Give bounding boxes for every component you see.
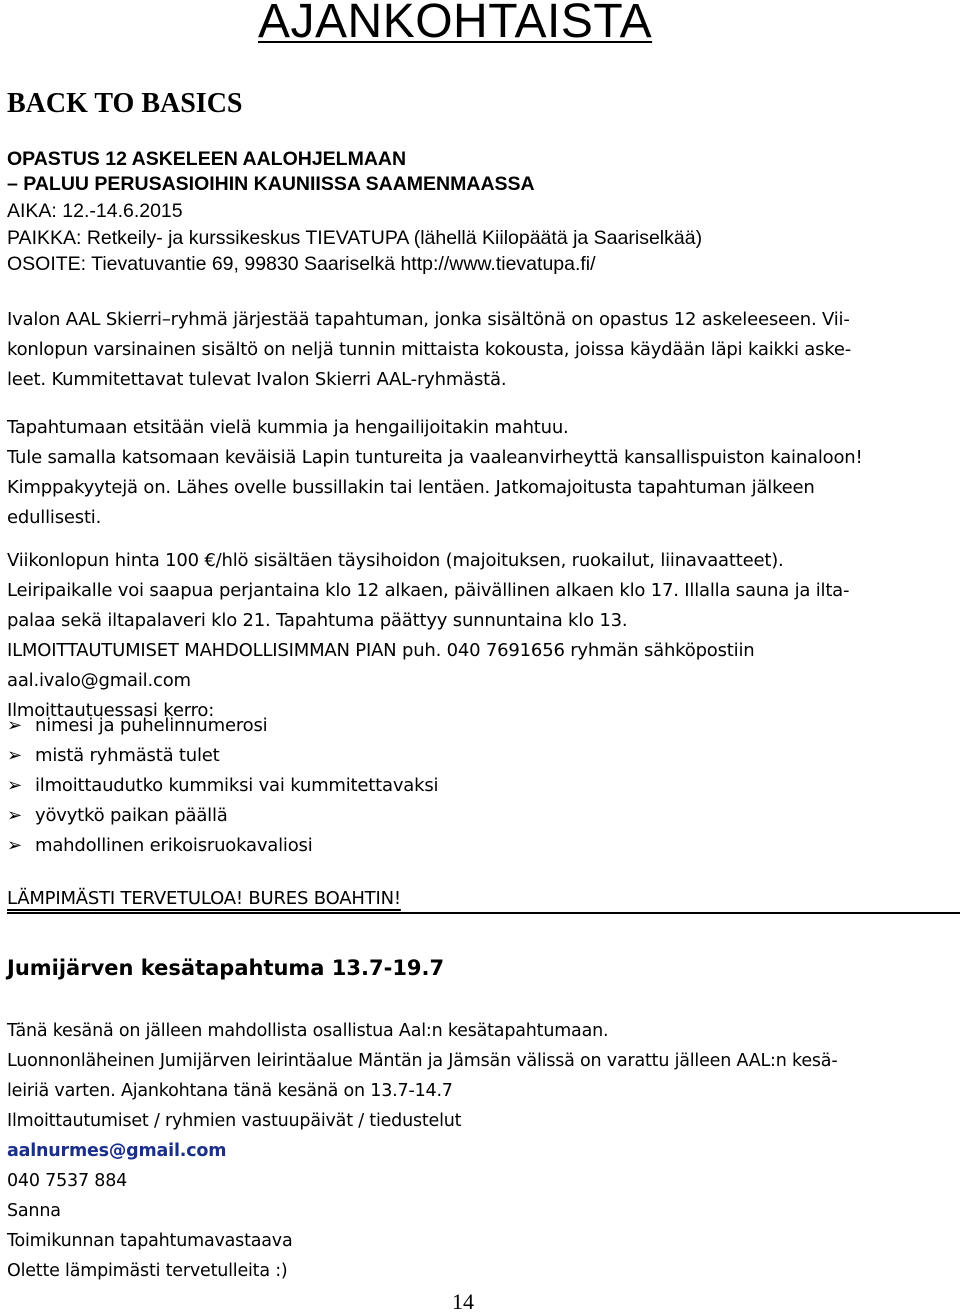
text-line: leet. Kummitettavat tulevat Ivalon Skierri AAL-ryhmästä. — [7, 369, 507, 390]
text-line: Tule samalla katsomaan keväisiä Lapin tuntureita ja vaaleanvirheyttä kansallispuiston kainaloon! — [7, 447, 863, 468]
divider — [7, 912, 960, 914]
paragraph-summer-event — [7, 1016, 837, 1286]
text-line: Tapahtumaan etsitään vielä kummia ja hengailijoitakin mahtuu. — [7, 417, 569, 438]
contact-name: Sanna — [7, 1201, 61, 1221]
text-line: Ilmoittautuessasi kerro: — [7, 700, 215, 721]
event-subtitle-1: OPASTUS 12 ASKELEEN AALOHJELMAAN — [7, 148, 407, 170]
arrow-bullet-icon: ➢ — [7, 775, 22, 796]
contact-phone: 040 7537 884 — [7, 1171, 128, 1191]
closing-line: Olette lämpimästi tervetulleita :) — [7, 1261, 288, 1281]
list-item: ➢ mistä ryhmästä tulet — [7, 741, 438, 771]
bullet-list — [7, 711, 438, 861]
text-line: Viikonlopun hinta 100 €/hlö sisältäen täysihoidon (majoituksen, ruokailut, liinavaatteet). — [7, 550, 784, 571]
welcome-line: LÄMPIMÄSTI TERVETULOA! BURES BOAHTIN! — [7, 888, 401, 909]
list-item: ➢ yövytkö paikan päällä — [7, 801, 438, 831]
arrow-bullet-icon: ➢ — [7, 835, 22, 856]
text-line: Leiripaikalle voi saapua perjantaina klo 12 alkaen, päivällinen alkaen klo 17. Illalla sauna ja ilta- — [7, 580, 850, 601]
text-line: Tänä kesänä on jälleen mahdollista osallistua Aal:n kesätapahtumaan. — [7, 1021, 609, 1041]
event-address: OSOITE: Tievatuvantie 69, 99830 Saariselkä http://www.tievatupa.fi/ — [7, 253, 596, 275]
paragraph-details — [7, 546, 849, 726]
text-line: konlopun varsinainen sisältö on neljä tunnin mittaista kokousta, joissa käydään läpi kaikki aske- — [7, 339, 852, 360]
text-line: Ivalon AAL Skierri–ryhmä järjestää tapahtuman, jonka sisältönä on opastus 12 askeleeseen. Vii- — [7, 309, 850, 330]
section-title-jumijarvi: Jumijärven kesätapahtuma 13.7-19.7 — [7, 956, 445, 980]
contact-role: Toimikunnan tapahtumavastaava — [7, 1231, 293, 1251]
event-time: AIKA: 12.-14.6.2015 — [7, 200, 183, 222]
list-item: ➢ mahdollinen erikoisruokavaliosi — [7, 831, 438, 861]
arrow-bullet-icon: ➢ — [7, 805, 22, 826]
list-item: ➢ ilmoittaudutko kummiksi vai kummitettavaksi — [7, 771, 438, 801]
list-item: ➢ nimesi ja puhelinnumerosi — [7, 711, 438, 741]
email-text: aal.ivalo@gmail.com — [7, 670, 191, 691]
section-title-back-to-basics: BACK TO BASICS — [7, 88, 243, 119]
text-line: Luonnonläheinen Jumijärven leirintäalue Mäntän ja Jämsän välissä on varattu jälleen AAL:n kesä- — [7, 1051, 838, 1071]
text-line: leiriä varten. Ajankohtana tänä kesänä on 13.7-14.7 — [7, 1081, 453, 1101]
text-line: palaa sekä iltapalaveri klo 21. Tapahtuma päättyy sunnuntaina klo 13. — [7, 610, 628, 631]
paragraph-invite — [7, 413, 863, 533]
page-title: AJANKOHTAISTA — [258, 0, 653, 48]
arrow-bullet-icon: ➢ — [7, 715, 22, 736]
text-line: Kimppakyytejä on. Lähes ovelle bussillakin tai lentäen. Jatkomajoitusta tapahtuman jälkeen — [7, 477, 815, 498]
paragraph-intro — [7, 305, 851, 395]
page-number: 14 — [452, 1289, 474, 1314]
contact-email-link[interactable]: aalnurmes@gmail.com — [7, 1141, 227, 1161]
arrow-bullet-icon: ➢ — [7, 745, 22, 766]
event-subtitle-2: – PALUU PERUSASIOIHIN KAUNIISSA SAAMENMAASSA — [7, 173, 535, 195]
text-line: edullisesti. — [7, 507, 102, 528]
event-place: PAIKKA: Retkeily- ja kurssikeskus TIEVATUPA (lähellä Kiilopäätä ja Saariselkää) — [7, 227, 703, 249]
text-line: ILMOITTAUTUMISET MAHDOLLISIMMAN PIAN puh. 040 7691656 ryhmän sähköpostiin — [7, 640, 755, 661]
text-line: Ilmoittautumiset / ryhmien vastuupäivät / tiedustelut — [7, 1111, 462, 1131]
